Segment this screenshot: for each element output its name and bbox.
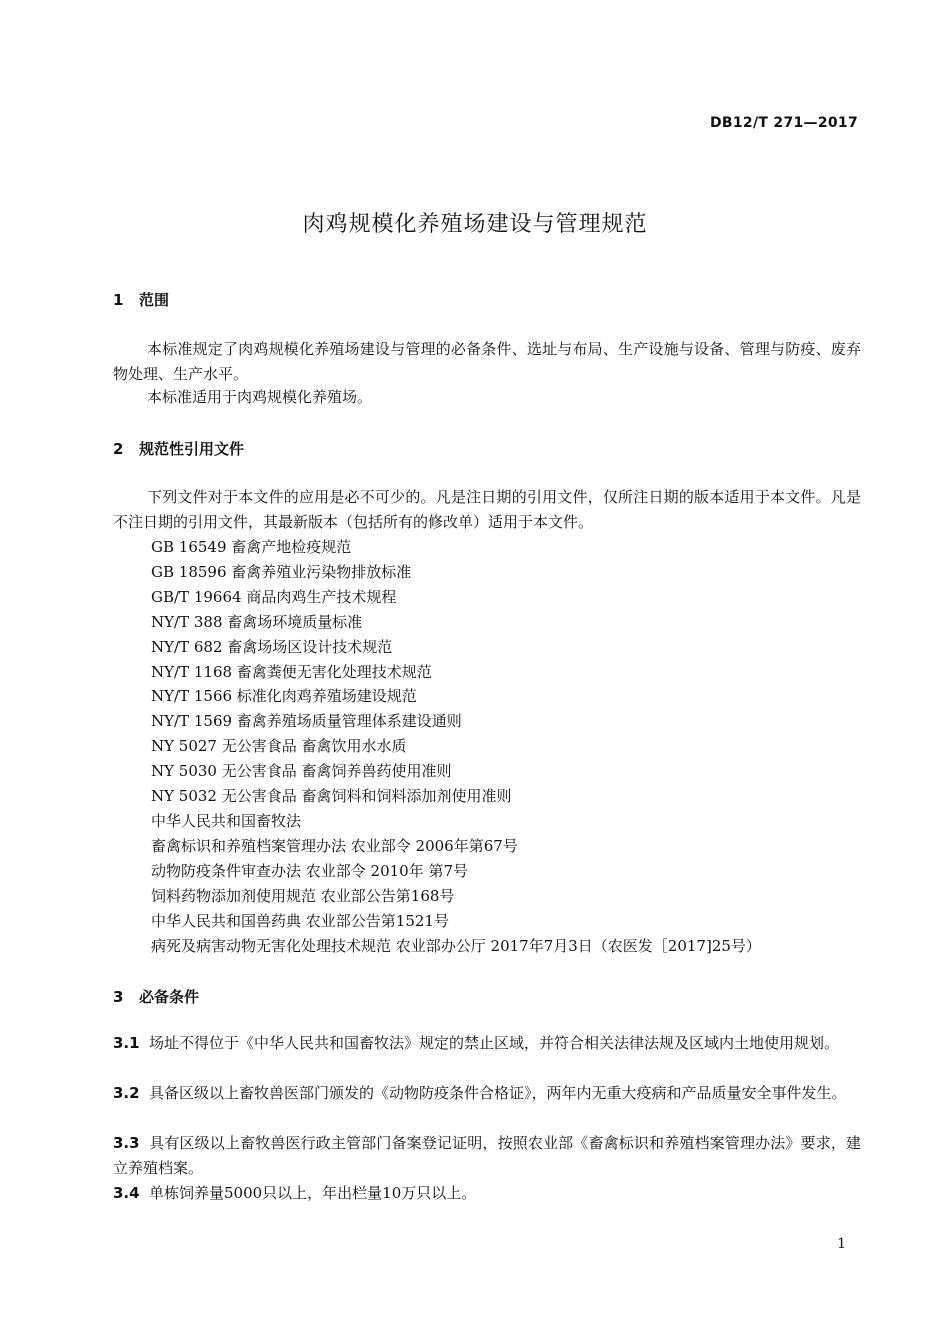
reference-item: NY 5030 无公害食品 畜禽饲养兽药使用准则	[151, 762, 452, 781]
clause	[113, 1131, 861, 1181]
paragraph: 本标准适用于肉鸡规模化养殖场。	[147, 388, 373, 406]
clause-number: 3.4	[113, 1184, 140, 1202]
reference-item: GB/T 19664 商品肉鸡生产技术规程	[151, 587, 397, 606]
reference-item: 中华人民共和国兽药典 农业部公告第1521号	[151, 911, 449, 930]
paragraph: 本标准规定了肉鸡规模化养殖场建设与管理的必备条件、选址与布局、生产设施与设备、管理与防疫、废弃物处理、生产水平。	[113, 340, 861, 383]
section-number: 3	[113, 988, 124, 1006]
section-number: 2	[113, 440, 124, 458]
clause-text: 场址不得位于《中华人民共和国畜牧法》规定的禁止区域，并符合相关法律法规及区域内土地使用规划。	[149, 1034, 840, 1052]
reference-item: NY/T 1569 畜禽养殖场质量管理体系建设通则	[151, 712, 462, 731]
reference-item: 动物防疫条件审查办法 农业部令 2010年 第7号	[151, 861, 469, 880]
reference-item: NY/T 1168 畜禽粪便无害化处理技术规范	[151, 662, 432, 681]
page-number: 1	[837, 1236, 846, 1252]
clause-number: 3.1	[113, 1034, 140, 1052]
section-title: 规范性引用文件	[139, 440, 245, 458]
paragraph: 下列文件对于本文件的应用是必不可少的。凡是注日期的引用文件，仅所注日期的版本适用于本文件。凡是不注日期的引用文件，其最新版本（包括所有的修改单）适用于本文件。	[113, 488, 861, 531]
clause-number: 3.3	[113, 1134, 140, 1152]
reference-item: NY 5032 无公害食品 畜禽饲料和饲料添加剂使用准则	[151, 787, 512, 806]
section-title: 范围	[139, 291, 170, 309]
reference-item: GB 18596 畜禽养殖业污染物排放标准	[151, 562, 412, 581]
reference-item: NY/T 1566 标准化肉鸡养殖场建设规范	[151, 687, 417, 706]
standard-code: DB12/T 271—2017	[710, 115, 858, 131]
clause	[113, 1031, 861, 1056]
clause-number: 3.2	[113, 1084, 140, 1102]
reference-item: NY 5027 无公害食品 畜禽饮用水水质	[151, 737, 407, 756]
section-heading-requirements	[113, 986, 199, 1007]
reference-item: 病死及病害动物无害化处理技术规范 农业部办公厅 2017年7月3日（农医发［2017]25号）	[151, 936, 761, 955]
section-heading-normative-references	[113, 438, 244, 459]
reference-item: 饲料药物添加剂使用规范 农业部公告第168号	[151, 886, 455, 905]
clause	[113, 1181, 861, 1206]
clause-text: 具有区级以上畜牧兽医行政主管部门备案登记证明，按照农业部《畜禽标识和养殖档案管理办法》要求，建立养殖档案。	[113, 1134, 861, 1177]
reference-item: NY/T 388 畜禽场环境质量标准	[151, 612, 363, 631]
clause	[113, 1081, 861, 1106]
reference-item: GB 16549 畜禽产地检疫规范	[151, 538, 352, 556]
clause-text: 具备区级以上畜牧兽医部门颁发的《动物防疫条件合格证》，两年内无重大疫病和产品质量安全事件发生。	[149, 1084, 847, 1102]
clause-text: 单栋饲养量5000只以上，年出栏量10万只以上。	[149, 1184, 477, 1202]
document-title: 肉鸡规模化养殖场建设与管理规范	[302, 212, 648, 237]
reference-item: NY/T 682 畜禽场场区设计技术规范	[151, 637, 393, 656]
reference-item: 畜禽标识和养殖档案管理办法 农业部令 2006年第67号	[151, 836, 518, 855]
section-heading-scope	[113, 289, 169, 310]
section-number: 1	[113, 291, 124, 309]
section-title: 必备条件	[139, 988, 200, 1006]
reference-item: 中华人民共和国畜牧法	[151, 811, 302, 830]
reference-list	[151, 535, 761, 958]
